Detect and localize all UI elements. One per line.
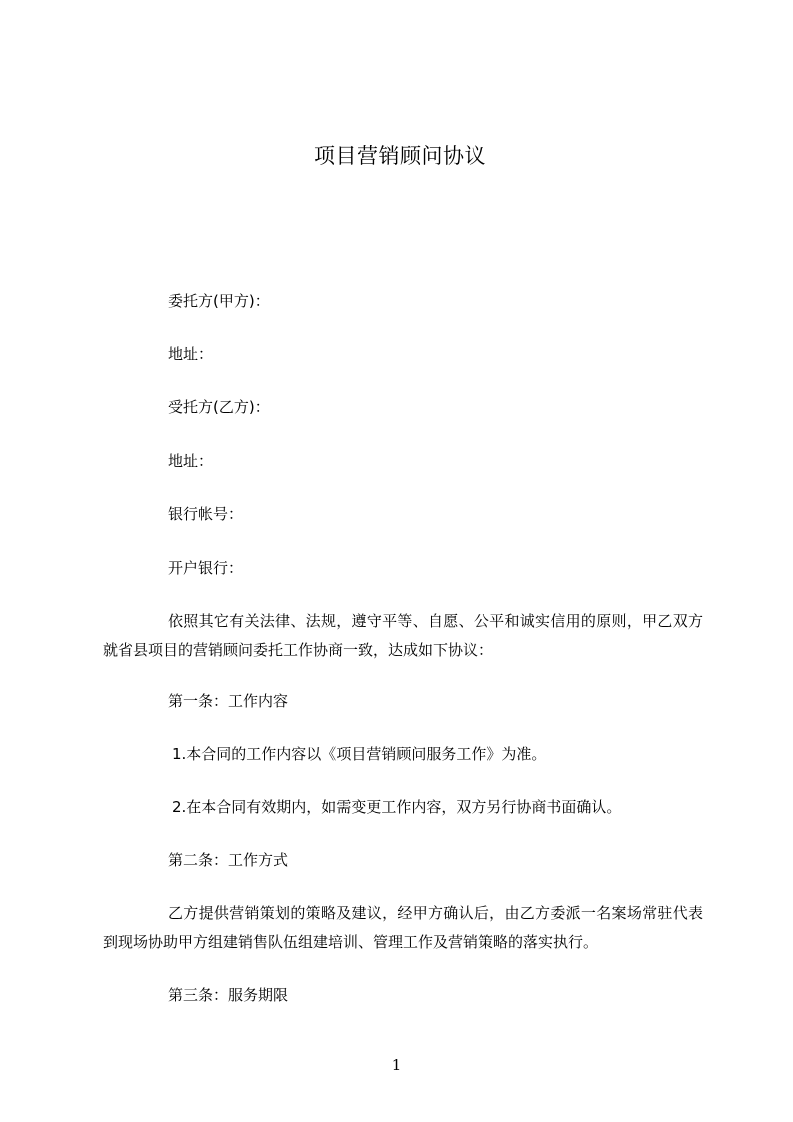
article-1-item-1: 1.本合同的工作内容以《项目营销顾问服务工作》为准。 (172, 745, 547, 763)
agent-address-field: 地址： (168, 452, 214, 470)
article-2-paragraph: 乙方提供营销策划的策略及建议，经甲方确认后，由乙方委派一名案场常驻代表到现场协助甲方组建销售队伍组建培训、管理工作及营销策略的落实执行。 (103, 904, 703, 951)
intro-paragraph: 依照其它有关法律、法规，遵守平等、自愿、公平和诚实信用的原则，甲乙双方就省县项目的营销顾问委托工作协商一致，达成如下协议： (103, 612, 703, 659)
bank-account-field: 银行帐号： (168, 505, 244, 523)
client-address-field: 地址： (168, 345, 214, 363)
article-1-heading: 第一条：工作内容 (168, 692, 289, 710)
article-2-heading: 第二条：工作方式 (168, 851, 289, 869)
agent-field: 受托方(乙方)： (168, 398, 270, 416)
article-3-heading: 第三条：服务期限 (168, 986, 289, 1004)
bank-name-field: 开户银行： (168, 559, 244, 577)
page-number: 1 (391, 1056, 402, 1074)
document-title: 项目营销顾问协议 (314, 144, 486, 168)
client-field: 委托方(甲方)： (168, 292, 270, 310)
article-1-item-2: 2.在本合同有效期内，如需变更工作内容，双方另行协商书面确认。 (172, 798, 622, 816)
